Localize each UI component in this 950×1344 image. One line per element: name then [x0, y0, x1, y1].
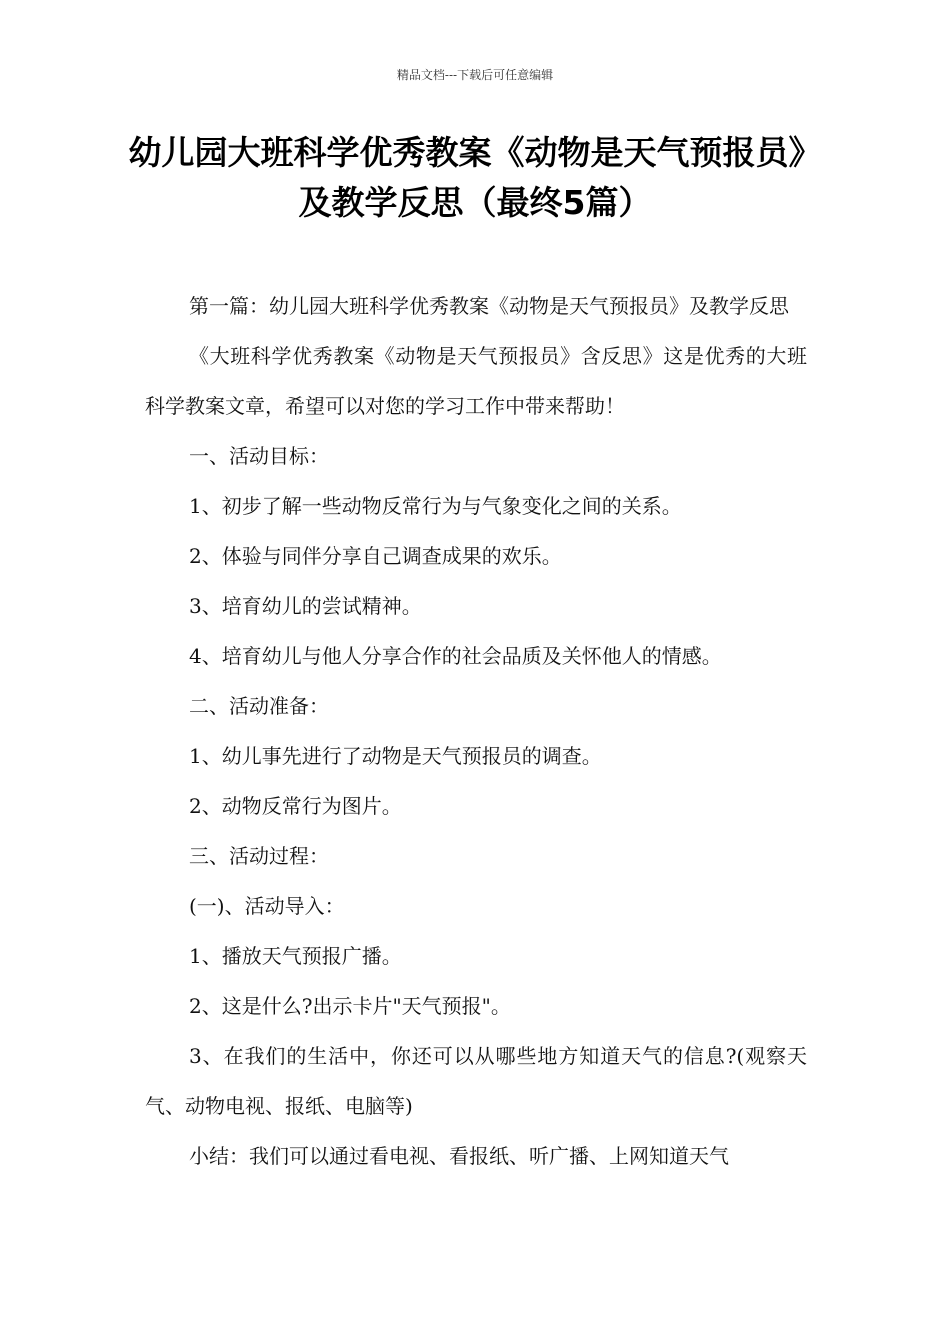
section-heading: 二、活动准备： — [189, 694, 329, 718]
section-heading: 一、活动目标： — [189, 444, 329, 468]
list-item: 1、幼儿事先进行了动物是天气预报员的调查。 — [189, 744, 602, 768]
list-item: 2、这是什么?出示卡片"天气预报"。 — [189, 994, 511, 1018]
list-item: 1、播放天气预报广播。 — [189, 944, 402, 968]
section-heading: 三、活动过程： — [189, 844, 329, 868]
list-item: 2、动物反常行为图片。 — [189, 794, 402, 818]
list-item: 3、培育幼儿的尝试精神。 — [189, 594, 422, 618]
document-title: 幼儿园大班科学优秀教案《动物是天气预报员》及教学反思（最终5篇） — [128, 133, 822, 222]
list-item: 2、体验与同伴分享自己调查成果的欢乐。 — [189, 544, 562, 568]
subsection-heading: (一)、活动导入： — [189, 894, 345, 918]
list-item: 1、初步了解一些动物反常行为与气象变化之间的关系。 — [189, 494, 682, 518]
paragraph: 第一篇：幼儿园大班科学优秀教案《动物是天气预报员》及教学反思 — [189, 294, 789, 318]
list-item: 3、在我们的生活中，你还可以从哪些地方知道天气的信息?(观察天气、动物电视、报纸、电脑等) — [145, 1044, 807, 1118]
document-body — [145, 281, 807, 1181]
paragraph: 《大班科学优秀教案《动物是天气预报员》含反思》这是优秀的大班科学教案文章，希望可以对您的学习工作中带来帮助！ — [145, 344, 807, 418]
header-note: 精品文档---下载后可任意编辑 — [396, 68, 554, 82]
list-item: 4、培育幼儿与他人分享合作的社会品质及关怀他人的情感。 — [189, 644, 722, 668]
paragraph: 小结：我们可以通过看电视、看报纸、听广播、上网知道天气 — [189, 1144, 729, 1168]
